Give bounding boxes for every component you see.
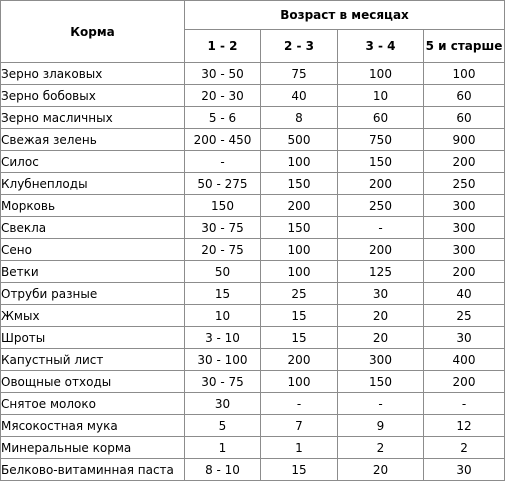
table-row [1,261,505,283]
value-cell: 300 [338,349,424,371]
feed-name-cell: Сено [1,239,185,261]
value-cell: 400 [424,349,505,371]
feed-table-body [1,63,505,481]
table-row [1,415,505,437]
feed-name-cell: Силос [1,151,185,173]
value-cell: 7 [261,415,338,437]
value-cell: 40 [424,283,505,305]
value-cell: 3 - 10 [185,327,261,349]
value-cell: - [338,393,424,415]
value-cell: 200 [261,195,338,217]
value-cell: 10 [185,305,261,327]
table-row [1,459,505,481]
value-cell: 8 [261,107,338,129]
value-cell: 150 [261,173,338,195]
value-cell: 30 [424,459,505,481]
feed-name-cell: Клубнеплоды [1,173,185,195]
table-row [1,393,505,415]
value-cell: 2 [424,437,505,459]
feed-name-cell: Зерно масличных [1,107,185,129]
feed-name-cell: Капустный лист [1,349,185,371]
value-cell: 50 - 275 [185,173,261,195]
table-row [1,173,505,195]
value-cell: - [261,393,338,415]
table-row [1,305,505,327]
value-cell: 100 [338,63,424,85]
value-cell: 15 [261,327,338,349]
value-cell: - [338,217,424,239]
feed-name-cell: Белково-витаминная паста [1,459,185,481]
feed-name-cell: Жмых [1,305,185,327]
value-cell: 100 [261,239,338,261]
value-cell: 200 [424,261,505,283]
table-row [1,151,505,173]
value-cell: 900 [424,129,505,151]
value-cell: 200 [338,173,424,195]
value-cell: 100 [261,261,338,283]
value-cell: 20 [338,459,424,481]
value-cell: - [185,151,261,173]
value-cell: 60 [424,85,505,107]
value-cell: 30 [338,283,424,305]
value-cell: 30 - 75 [185,371,261,393]
table-row [1,85,505,107]
value-cell: 15 [185,283,261,305]
value-cell: 1 [261,437,338,459]
value-cell: 30 [185,393,261,415]
value-cell: 1 [185,437,261,459]
value-cell: 200 [424,371,505,393]
value-cell: 60 [338,107,424,129]
value-cell: 5 [185,415,261,437]
value-cell: 2 [338,437,424,459]
value-cell: 5 - 6 [185,107,261,129]
value-cell: 25 [261,283,338,305]
value-cell: 750 [338,129,424,151]
feed-name-cell: Минеральные корма [1,437,185,459]
feed-name-cell: Отруби разные [1,283,185,305]
feed-name-cell: Ветки [1,261,185,283]
value-cell: 100 [261,371,338,393]
table-row [1,437,505,459]
table-row [1,107,505,129]
value-cell: 20 [338,305,424,327]
table-row [1,371,505,393]
table-row [1,63,505,85]
table-row [1,327,505,349]
feed-name-cell: Зерно злаковых [1,63,185,85]
value-cell: 150 [338,371,424,393]
value-cell: 300 [424,217,505,239]
value-cell: 250 [424,173,505,195]
feed-name-cell: Свежая зелень [1,129,185,151]
feed-name-cell: Морковь [1,195,185,217]
feed-column-header: Корма [1,1,185,63]
age-column-header: 3 - 4 [338,30,424,63]
age-column-header: 5 и старше [424,30,505,63]
value-cell: 100 [261,151,338,173]
age-column-header: 1 - 2 [185,30,261,63]
value-cell: 20 - 30 [185,85,261,107]
value-cell: 100 [424,63,505,85]
value-cell: 50 [185,261,261,283]
value-cell: 75 [261,63,338,85]
value-cell: 20 [338,327,424,349]
value-cell: 300 [424,239,505,261]
header-row-top [1,1,505,30]
feed-name-cell: Шроты [1,327,185,349]
value-cell: 12 [424,415,505,437]
table-row [1,239,505,261]
feed-name-cell: Свекла [1,217,185,239]
table-row [1,283,505,305]
value-cell: 500 [261,129,338,151]
table-row [1,195,505,217]
value-cell: 200 [261,349,338,371]
feed-name-cell: Мясокостная мука [1,415,185,437]
value-cell: 15 [261,305,338,327]
table-row [1,217,505,239]
value-cell: 150 [338,151,424,173]
table-row [1,349,505,371]
value-cell: 150 [261,217,338,239]
feed-name-cell: Овощные отходы [1,371,185,393]
age-group-header: Возраст в месяцах [185,1,505,30]
value-cell: 30 [424,327,505,349]
value-cell: 8 - 10 [185,459,261,481]
value-cell: 40 [261,85,338,107]
value-cell: 60 [424,107,505,129]
value-cell: 15 [261,459,338,481]
value-cell: 10 [338,85,424,107]
value-cell: 125 [338,261,424,283]
feed-name-cell: Зерно бобовых [1,85,185,107]
feed-name-cell: Снятое молоко [1,393,185,415]
value-cell: 30 - 75 [185,217,261,239]
value-cell: 25 [424,305,505,327]
age-column-header: 2 - 3 [261,30,338,63]
value-cell: 200 - 450 [185,129,261,151]
value-cell: 20 - 75 [185,239,261,261]
value-cell: 300 [424,195,505,217]
table-row [1,129,505,151]
value-cell: 30 - 50 [185,63,261,85]
value-cell: - [424,393,505,415]
value-cell: 30 - 100 [185,349,261,371]
value-cell: 150 [185,195,261,217]
value-cell: 250 [338,195,424,217]
value-cell: 9 [338,415,424,437]
value-cell: 200 [424,151,505,173]
value-cell: 200 [338,239,424,261]
